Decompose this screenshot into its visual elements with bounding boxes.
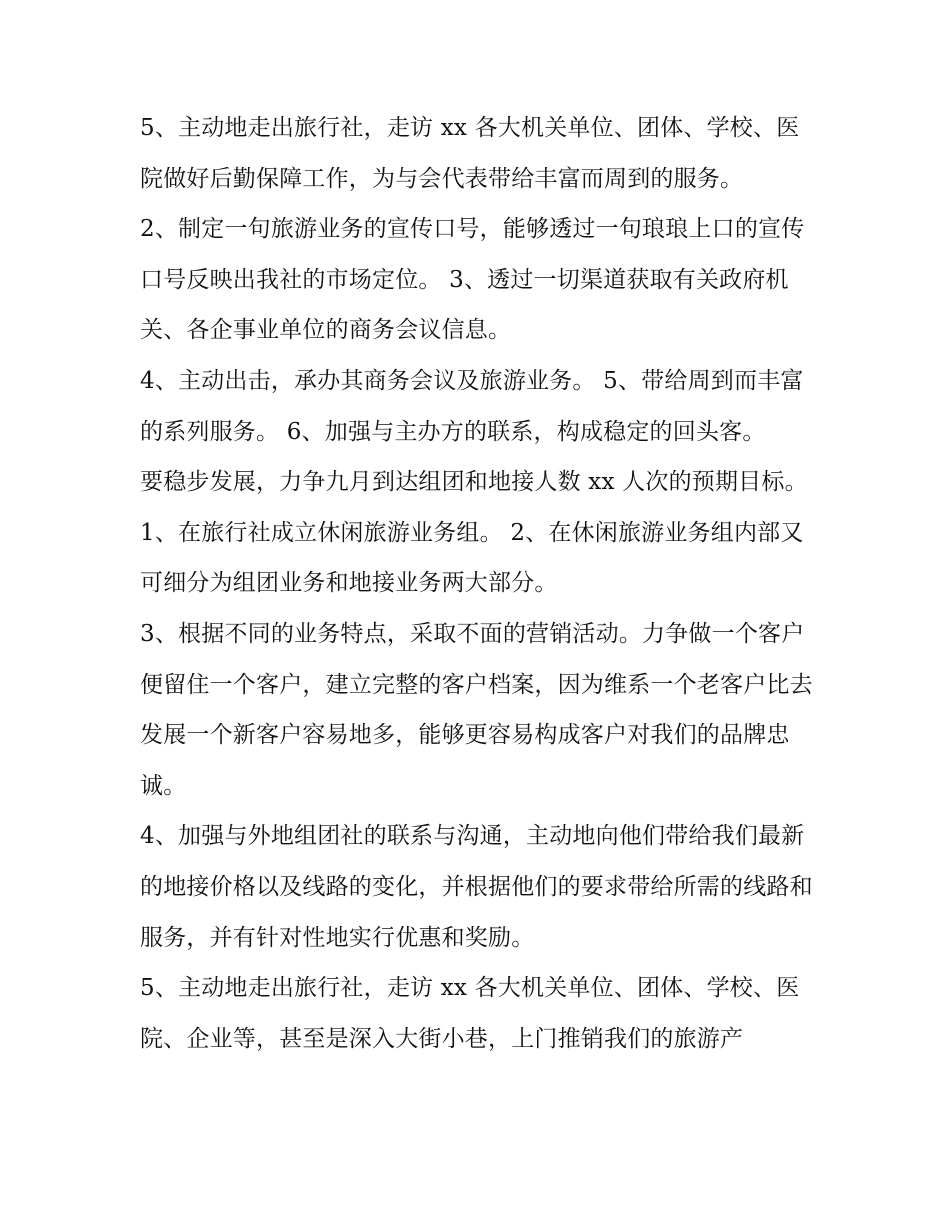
- paragraph-1: 5、主动地走出旅行社，走访 xx 各大机关单位、团体、学校、医院做好后勤保障工作，为与会代表带给丰富而周到的服务。: [140, 115, 800, 192]
- paragraph-6: 4、加强与外地组团社的联系与沟通，主动地向他们带给我们最新的地接价格以及线路的变化，并根据他们的要求带给所需的线路和服务，并有针对性地实行优惠和奖励。: [140, 823, 813, 951]
- paragraph-4: 要稳步发展，力争九月到达组团和地接人数 xx 人次的预期目标。 1、在旅行社成立休闲旅游业务组。 2、在休闲旅游业务组内部又可细分为组团业务和地接业务两大部分。: [140, 469, 808, 597]
- paragraph-5: 3、根据不同的业务特点，采取不面的营销活动。力争做一个客户便留住一个客户，建立完整的客户档案，因为维系一个老客户比去发展一个新客户容易地多，能够更容易构成客户对我们的品牌忠诚。: [140, 620, 813, 799]
- paragraph-2: 2、制定一句旅游业务的宣传口号，能够透过一句琅琅上口的宣传口号反映出我社的市场定位。 3、透过一切渠道获取有关政府机关、各企事业单位的商务会议信息。: [140, 216, 805, 344]
- paragraph-7: 5、主动地走出旅行社，走访 xx 各大机关单位、团体、学校、医院、企业等，甚至是深入大街小巷，上门推销我们的旅游产: [140, 975, 800, 1052]
- document-body: [140, 103, 820, 1064]
- paragraph-3: 4、主动出击，承办其商务会议及旅游业务。 5、带给周到而丰富的系列服务。 6、加强与主办方的联系，构成稳定的回头客。: [140, 367, 804, 445]
